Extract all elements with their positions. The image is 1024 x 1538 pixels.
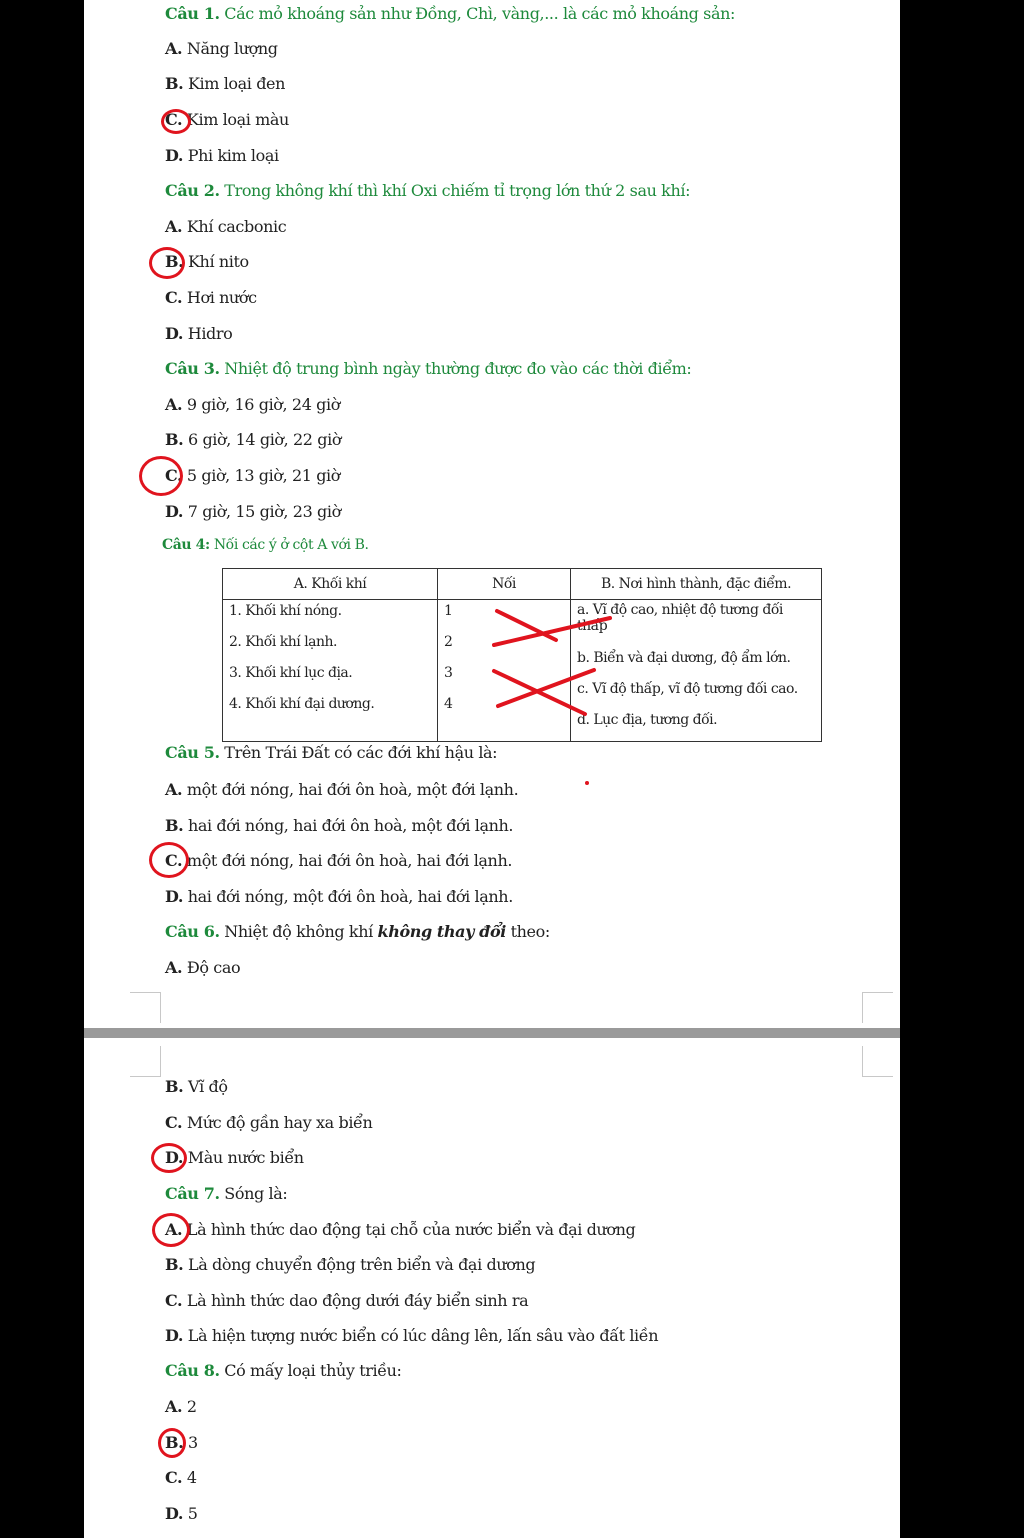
- table-cell: 2. Khối khí lạnh.: [229, 634, 338, 650]
- q6-option-a[interactable]: A. Độ cao: [165, 958, 241, 977]
- q2-option-b[interactable]: B. Khí nito: [165, 252, 249, 271]
- question-8: Câu 8. Có mấy loại thủy triều:: [165, 1361, 402, 1380]
- question-4: Câu 4: Nối các ý ở cột A với B.: [162, 537, 369, 553]
- q3-option-a[interactable]: A. 9 giờ, 16 giờ, 24 giờ: [165, 395, 340, 414]
- answer-circle: [152, 1213, 190, 1247]
- ink-dot: [585, 781, 589, 785]
- q2-option-a[interactable]: A. Khí cacbonic: [165, 217, 287, 236]
- question-6: Câu 6. Nhiệt độ không khí không thay đổi theo:: [165, 922, 550, 941]
- connect-line-2: [494, 618, 610, 645]
- table-cell: 1. Khối khí nóng.: [229, 603, 342, 619]
- q5-option-a[interactable]: A. một đới nóng, hai đới ôn hoà, một đới lạnh.: [165, 780, 519, 799]
- q6-option-d[interactable]: D. Màu nước biển: [165, 1148, 304, 1167]
- q3-option-d[interactable]: D. 7 giờ, 15 giờ, 23 giờ: [165, 502, 341, 521]
- table-cell: 4. Khối khí đại dương.: [229, 696, 375, 712]
- answer-circle: [158, 1428, 186, 1458]
- table-cell: c. Vĩ độ thấp, vĩ độ tương đối cao.: [577, 681, 798, 697]
- table-header-a: A. Khối khí: [223, 569, 438, 600]
- table-cell: 3. Khối khí lục địa.: [229, 665, 353, 681]
- answer-circle: [151, 1143, 187, 1173]
- q5-option-d[interactable]: D. hai đới nóng, một đới ôn hoà, hai đới lạnh.: [165, 887, 513, 906]
- q1-option-d[interactable]: D. Phi kim loại: [165, 146, 279, 165]
- q7-option-c[interactable]: C. Là hình thức dao động dưới đáy biển sinh ra: [165, 1291, 529, 1310]
- q8-option-d[interactable]: D. 5: [165, 1504, 198, 1523]
- table-cell: d. Lục địa, tương đối.: [577, 712, 718, 728]
- table-header-b: B. Nơi hình thành, đặc điểm.: [571, 569, 822, 600]
- q5-option-c[interactable]: C. một đới nóng, hai đới ôn hoà, hai đới lạnh.: [165, 851, 513, 870]
- table-cell: 4: [444, 696, 453, 712]
- q6-option-c[interactable]: C. Mức độ gần hay xa biển: [165, 1113, 373, 1132]
- q7-option-b[interactable]: B. Là dòng chuyển động trên biển và đại dương: [165, 1255, 536, 1274]
- table-cell: a. Vĩ độ cao, nhiệt độ tương đối thấp: [577, 602, 783, 634]
- answer-circle: [149, 842, 189, 878]
- q5-option-b[interactable]: B. hai đới nóng, hai đới ôn hoà, một đới lạnh.: [165, 816, 514, 835]
- q1-option-a[interactable]: A. Năng lượng: [165, 39, 278, 58]
- question-3: Câu 3. Nhiệt độ trung bình ngày thường được đo vào các thời điểm:: [165, 359, 692, 378]
- q7-option-d[interactable]: D. Là hiện tượng nước biển có lúc dâng lên, lấn sâu vào đất liền: [165, 1326, 659, 1345]
- q3-option-c[interactable]: C. 5 giờ, 13 giờ, 21 giờ: [165, 466, 340, 485]
- q3-option-b[interactable]: B. 6 giờ, 14 giờ, 22 giờ: [165, 430, 342, 449]
- question-2: Câu 2. Trong không khí thì khí Oxi chiếm tỉ trọng lớn thứ 2 sau khí:: [165, 181, 691, 200]
- q8-option-b[interactable]: B. 3: [165, 1433, 198, 1452]
- q1-option-c[interactable]: C. Kim loại màu: [165, 110, 289, 129]
- table-cell: b. Biển và đại dương, độ ẩm lớn.: [577, 650, 791, 666]
- question-7: Câu 7. Sóng là:: [165, 1184, 288, 1203]
- q6-option-b[interactable]: B. Vĩ độ: [165, 1077, 228, 1096]
- q8-option-a[interactable]: A. 2: [165, 1397, 197, 1416]
- q2-option-c[interactable]: C. Hơi nước: [165, 288, 257, 307]
- table-cell: 3: [444, 665, 453, 681]
- question-5: Câu 5. Trên Trái Đất có các đới khí hậu là:: [165, 743, 498, 762]
- q2-option-d[interactable]: D. Hidro: [165, 324, 233, 343]
- table-cell: 2: [444, 634, 453, 650]
- table-header-connect: Nối: [438, 569, 571, 600]
- q1-option-b[interactable]: B. Kim loại đen: [165, 74, 286, 93]
- question-1: Câu 1. Các mỏ khoáng sản như Đồng, Chì, vàng,... là các mỏ khoáng sản:: [165, 4, 736, 23]
- connect-line-4: [498, 670, 594, 706]
- q7-option-a[interactable]: A. Là hình thức dao động tại chỗ của nước biển và đại dương: [165, 1220, 636, 1239]
- table-cell: 1: [444, 603, 453, 619]
- q8-option-c[interactable]: C. 4: [165, 1468, 197, 1487]
